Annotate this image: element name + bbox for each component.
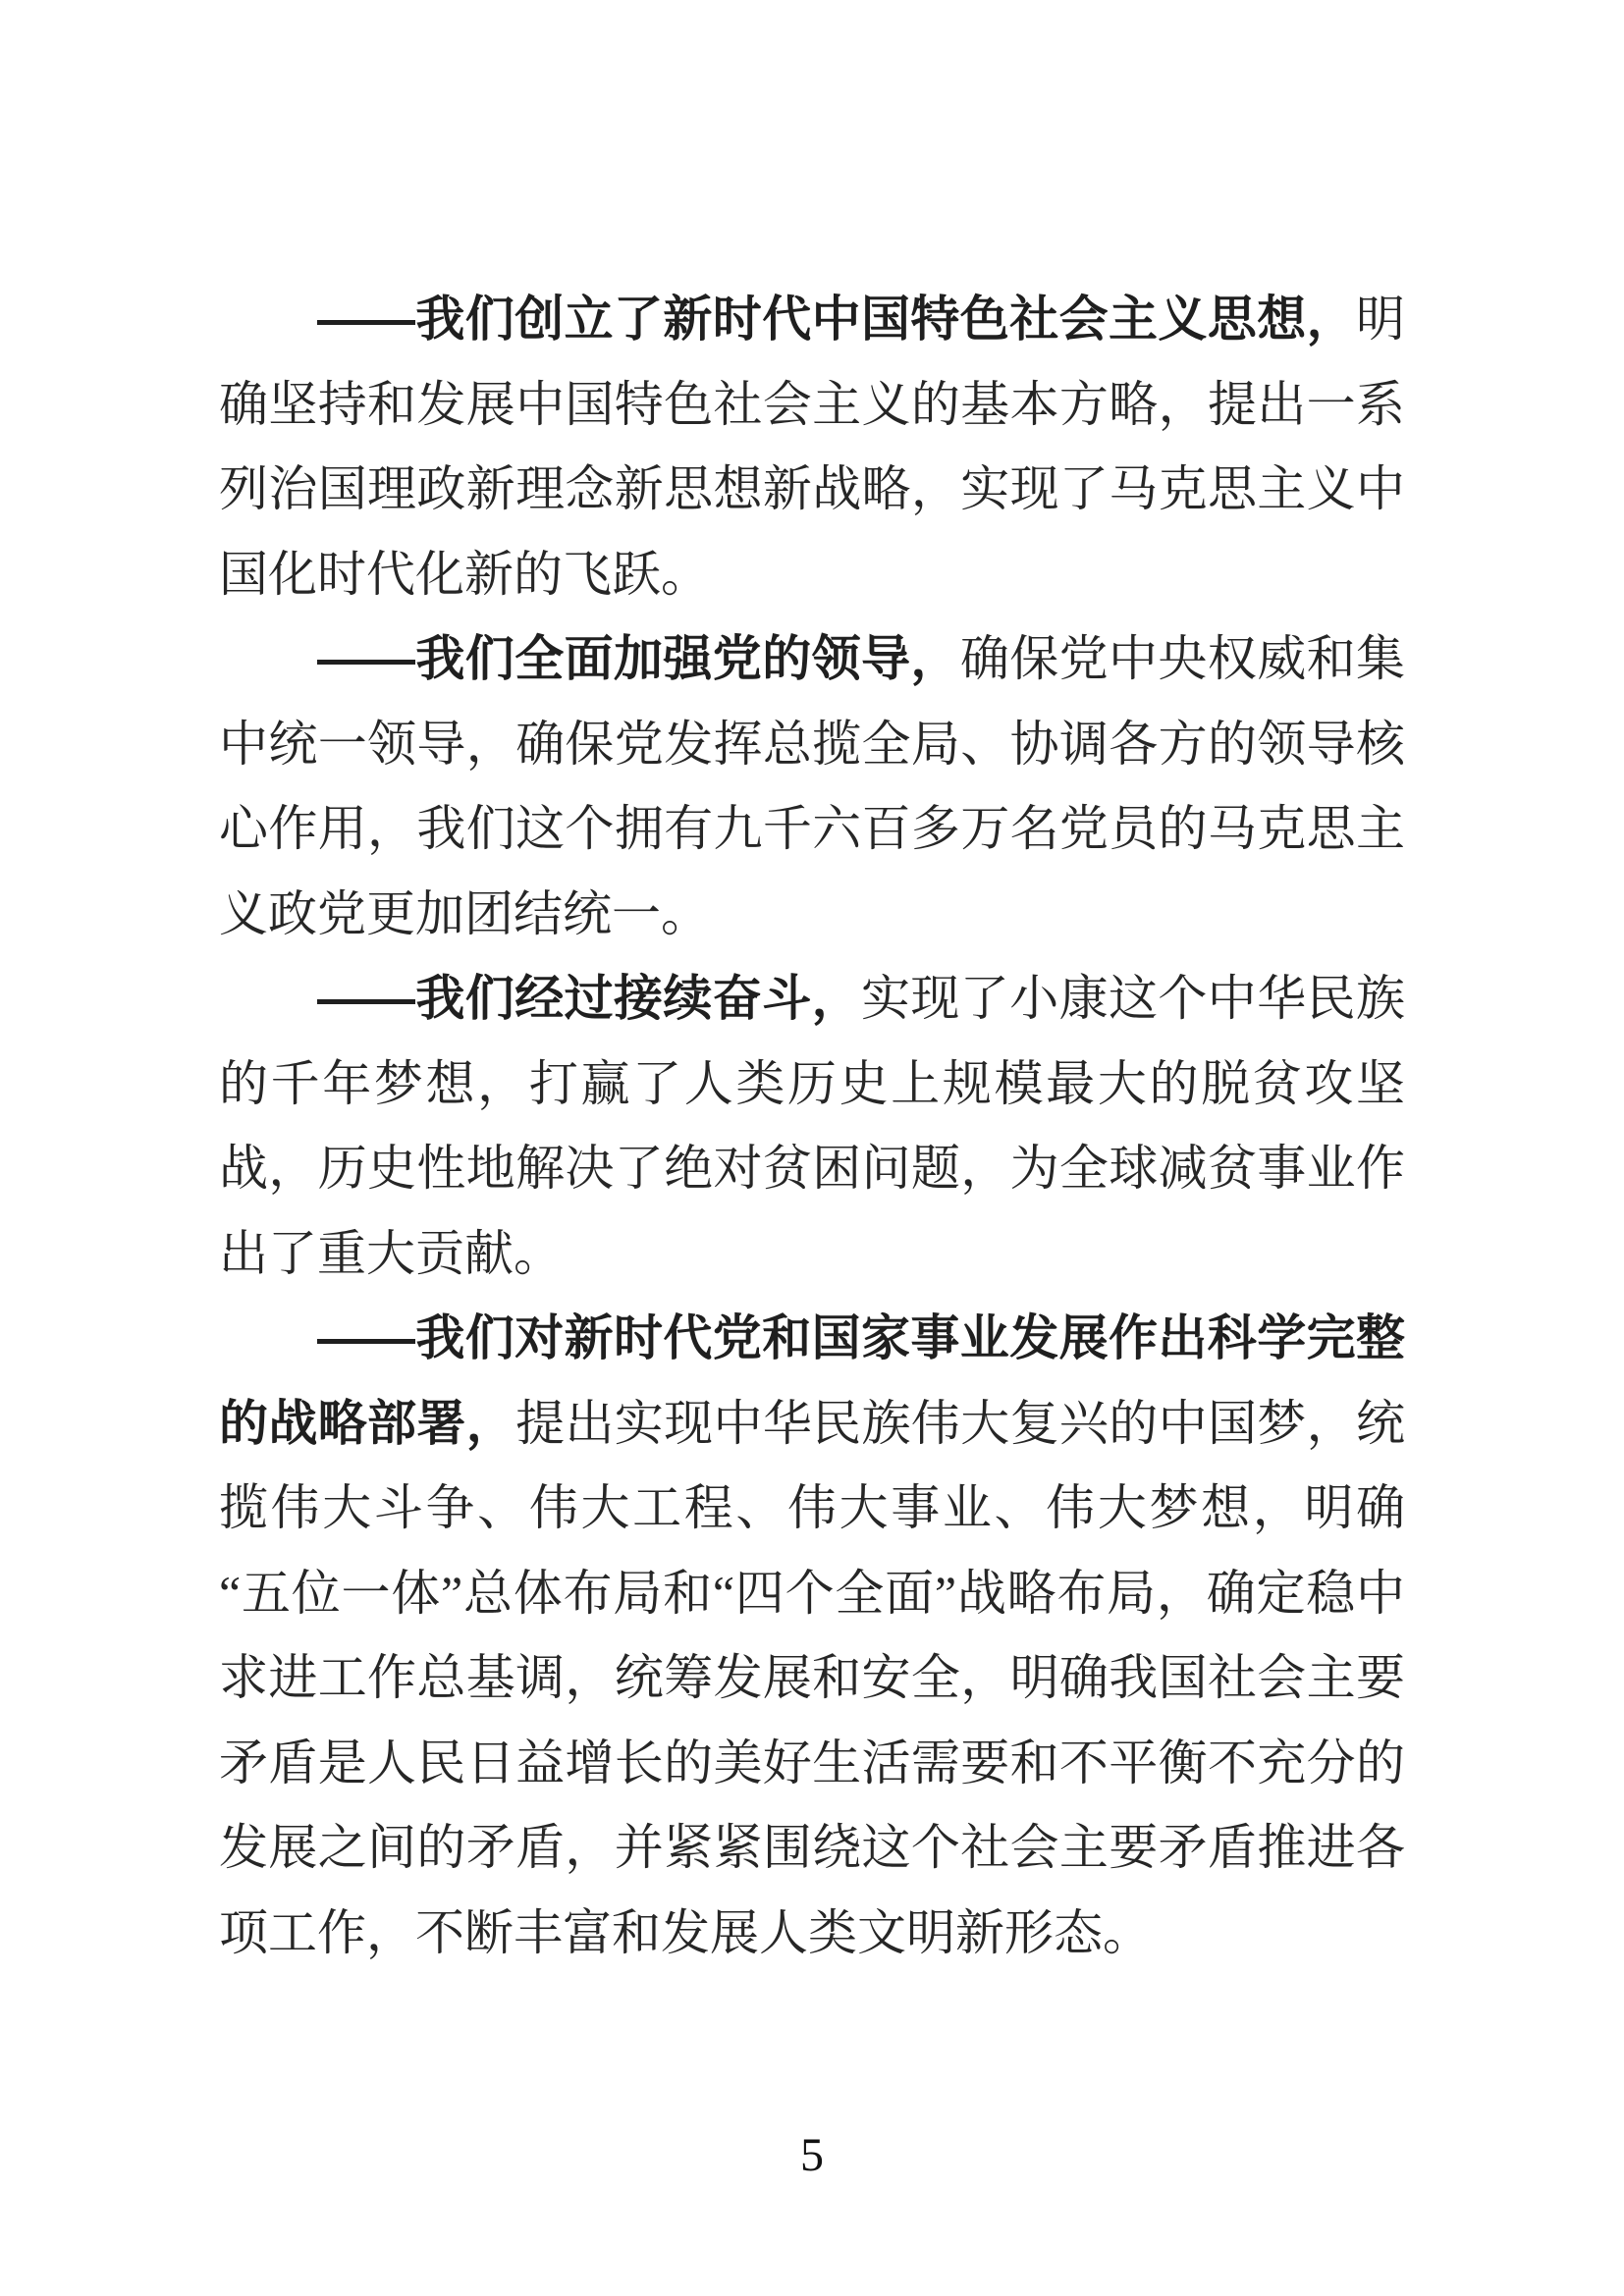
paragraph-lead-bold: ——我们创立了新时代中国特色社会主义思想，	[317, 292, 1356, 347]
paragraph-lead-bold: ——我们对新时代党和国家事业发展作出科学完整的战略部署，	[219, 1310, 1405, 1451]
page-number: 5	[800, 2129, 824, 2181]
paragraph	[219, 956, 1405, 1296]
paragraph-body: 实现了小康这个中华民族的千年梦想，打赢了人类历史上规模最大的脱贫攻坚战，历史性地解决了绝对贫困问题，为全球减贫事业作出了重大贡献。	[219, 971, 1405, 1281]
paragraph	[219, 277, 1405, 616]
text-block	[219, 277, 1405, 1975]
paragraph-lead-bold: ——我们经过接续奋斗，	[317, 971, 861, 1026]
paragraph	[219, 616, 1405, 956]
paragraph-body: 明确坚持和发展中国特色社会主义的基本方略，提出一系列治国理政新理念新思想新战略，实现了马克思主义中国化时代化新的飞跃。	[219, 292, 1405, 602]
paragraph-body: 确保党中央权威和集中统一领导，确保党发挥总揽全局、协调各方的领导核心作用，我们这个拥有九千六百多万名党员的马克思主义政党更加团结统一。	[219, 631, 1406, 941]
paragraph	[219, 1296, 1405, 1975]
paragraph-lead-bold: ——我们全面加强党的领导，	[317, 631, 960, 686]
paragraph-body: 提出实现中华民族伟大复兴的中国梦，统揽伟大斗争、伟大工程、伟大事业、伟大梦想，明确“五位一体”总体布局和“四个全面”战略布局，确定稳中求进工作总基调，统筹发展和安全，明确我国社会主要矛盾是人民日益增长的美好生活需要和不平衡不充分的发展之间的矛盾，并紧紧围绕这个社会主要矛盾推进各项工作，不断丰富和发展人类文明新形态。	[219, 1395, 1406, 1960]
